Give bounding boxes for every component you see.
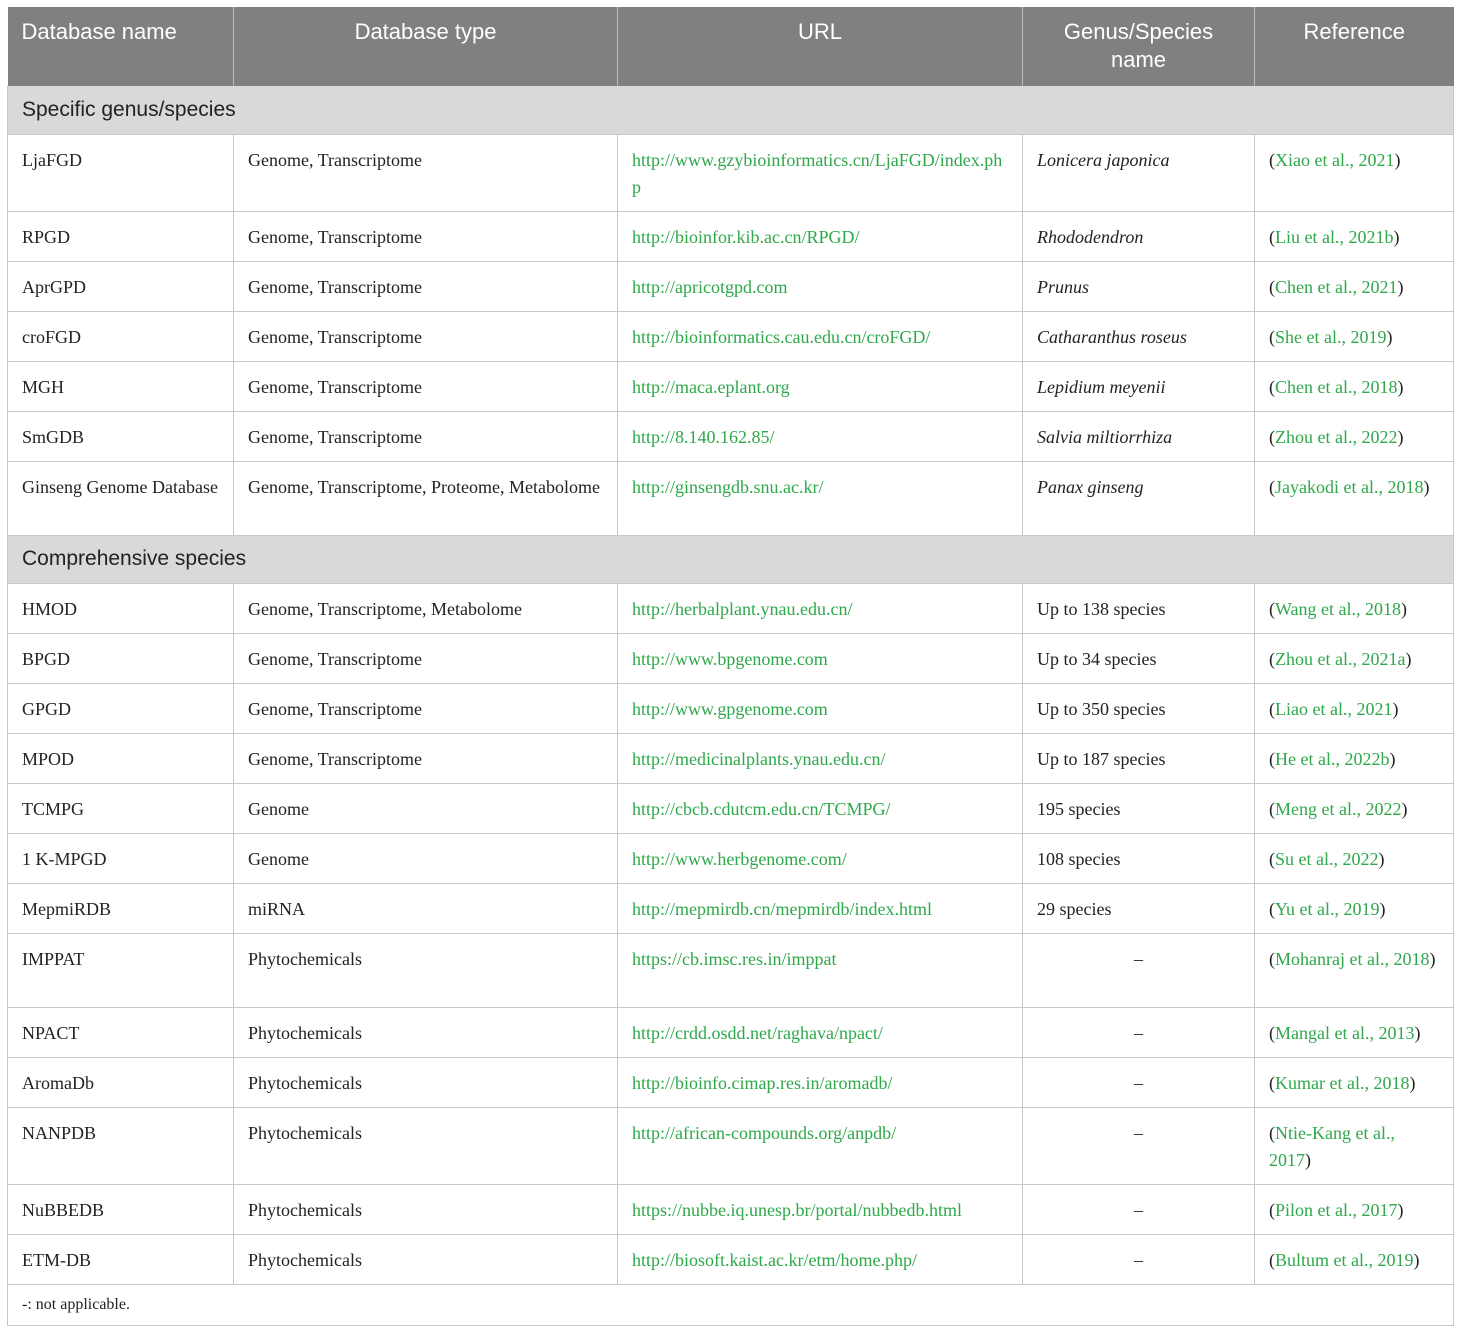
reference-link[interactable]: Su et al., 2022 [1275,848,1379,869]
url-link[interactable]: http://ginsengdb.snu.ac.kr/ [632,476,824,497]
cell-database-type: Phytochemicals [234,1184,618,1234]
cell-reference: (Su et al., 2022) [1255,833,1454,883]
table-row [8,1234,1454,1284]
cell-database-type: Genome, Transcriptome [234,683,618,733]
url-link[interactable]: https://nubbe.iq.unesp.br/portal/nubbedb.html [632,1199,962,1220]
cell-url [618,733,1023,783]
cell-database-name: BPGD [8,633,234,683]
cell-database-name: IMPPAT [8,933,234,1007]
table-row [8,1007,1454,1057]
cell-database-type: Genome, Transcriptome [234,211,618,261]
table-row [8,311,1454,361]
url-link[interactable]: http://herbalplant.ynau.edu.cn/ [632,598,853,619]
table-row [8,261,1454,311]
cell-reference: (Liao et al., 2021) [1255,683,1454,733]
reference-link[interactable]: Kumar et al., 2018 [1275,1072,1410,1093]
url-link[interactable]: http://www.bpgenome.com [632,648,828,669]
cell-database-type: Phytochemicals [234,1107,618,1184]
table-row [8,1107,1454,1184]
cell-species-name: Catharanthus roseus [1023,311,1255,361]
cell-database-name: SmGDB [8,411,234,461]
reference-link[interactable]: Jayakodi et al., 2018 [1275,476,1424,497]
table-row [8,1184,1454,1234]
cell-species-name: – [1023,1057,1255,1107]
table-row [8,583,1454,633]
reference-link[interactable]: Liu et al., 2021b [1275,226,1394,247]
url-link[interactable]: http://biosoft.kaist.ac.kr/etm/home.php/ [632,1249,917,1270]
table-row [8,683,1454,733]
cell-reference: (Chen et al., 2018) [1255,361,1454,411]
cell-species-name: 195 species [1023,783,1255,833]
table-row [8,733,1454,783]
table-row [8,361,1454,411]
cell-species-name: Up to 350 species [1023,683,1255,733]
reference-link[interactable]: Wang et al., 2018 [1275,598,1402,619]
url-link[interactable]: https://cb.imsc.res.in/imppat [632,948,837,969]
reference-link[interactable]: Bultum et al., 2019 [1275,1249,1414,1270]
cell-database-type: Genome [234,833,618,883]
cell-reference: (Xiao et al., 2021) [1255,134,1454,211]
cell-url [618,1234,1023,1284]
cell-database-type: Genome, Transcriptome [234,311,618,361]
table-row [8,783,1454,833]
cell-reference: (Ntie-Kang et al., 2017) [1255,1107,1454,1184]
cell-reference: (Wang et al., 2018) [1255,583,1454,633]
cell-url [618,361,1023,411]
cell-url [618,683,1023,733]
cell-species-name: Panax ginseng [1023,461,1255,535]
header-database-type: Database type [234,7,618,86]
cell-species-name: 29 species [1023,883,1255,933]
cell-database-name: AromaDb [8,1057,234,1107]
url-link[interactable]: http://african-compounds.org/anpdb/ [632,1122,897,1143]
reference-link[interactable]: Liao et al., 2021 [1275,698,1393,719]
cell-species-name: Up to 187 species [1023,733,1255,783]
cell-reference: (Bultum et al., 2019) [1255,1234,1454,1284]
table-row [8,883,1454,933]
cell-database-name: NuBBEDB [8,1184,234,1234]
cell-reference: (Pilon et al., 2017) [1255,1184,1454,1234]
cell-database-name: RPGD [8,211,234,261]
cell-database-type: Genome, Transcriptome [234,733,618,783]
reference-link[interactable]: Chen et al., 2018 [1275,376,1398,397]
header-species-name: Genus/Species name [1023,7,1255,86]
cell-database-name: croFGD [8,311,234,361]
reference-link[interactable]: She et al., 2019 [1275,326,1387,347]
cell-database-type: Phytochemicals [234,1007,618,1057]
cell-url [618,1107,1023,1184]
cell-reference: (Jayakodi et al., 2018) [1255,461,1454,535]
cell-species-name: Rhododendron [1023,211,1255,261]
cell-database-name: AprGPD [8,261,234,311]
table-row [8,933,1454,1007]
cell-database-type: Genome [234,783,618,833]
table-row [8,833,1454,883]
cell-species-name: – [1023,1184,1255,1234]
cell-database-name: MepmiRDB [8,883,234,933]
url-link[interactable]: http://www.gzybioinformatics.cn/LjaFGD/index.php [632,149,1003,197]
reference-link[interactable]: Mangal et al., 2013 [1275,1022,1415,1043]
url-link[interactable]: http://maca.eplant.org [632,376,790,397]
cell-reference: (Chen et al., 2021) [1255,261,1454,311]
cell-database-name: GPGD [8,683,234,733]
cell-species-name: – [1023,1007,1255,1057]
cell-reference: (Mangal et al., 2013) [1255,1007,1454,1057]
reference-link[interactable]: Yu et al., 2019 [1275,898,1380,919]
url-link[interactable]: http://cbcb.cdutcm.edu.cn/TCMPG/ [632,798,891,819]
cell-url [618,1007,1023,1057]
section-row [8,86,1454,134]
cell-database-type: Genome, Transcriptome [234,361,618,411]
url-link[interactable]: http://crdd.osdd.net/raghava/npact/ [632,1022,883,1043]
cell-database-name: NANPDB [8,1107,234,1184]
url-link[interactable]: http://bioinfo.cimap.res.in/aromadb/ [632,1072,893,1093]
cell-reference: (Zhou et al., 2022) [1255,411,1454,461]
cell-url [618,261,1023,311]
cell-database-type: miRNA [234,883,618,933]
cell-database-name: LjaFGD [8,134,234,211]
table-row [8,211,1454,261]
url-link[interactable]: http://apricotgpd.com [632,276,788,297]
footnote: -: not applicable. [8,1284,1454,1325]
cell-database-name: MGH [8,361,234,411]
cell-database-type: Genome, Transcriptome [234,134,618,211]
cell-reference: (Zhou et al., 2021a) [1255,633,1454,683]
cell-database-type: Genome, Transcriptome [234,633,618,683]
cell-species-name: – [1023,1234,1255,1284]
cell-species-name: Lepidium meyenii [1023,361,1255,411]
cell-url [618,1184,1023,1234]
header-row [8,7,1454,86]
section-row [8,535,1454,583]
table-row [8,1057,1454,1107]
cell-url [618,583,1023,633]
cell-reference: (Kumar et al., 2018) [1255,1057,1454,1107]
database-table [7,7,1454,1326]
cell-reference: (Meng et al., 2022) [1255,783,1454,833]
header-reference: Reference [1255,7,1454,86]
table-row [8,633,1454,683]
cell-url [618,461,1023,535]
header-database-name: Database name [8,7,234,86]
url-link[interactable]: http://bioinfor.kib.ac.cn/RPGD/ [632,226,860,247]
url-link[interactable]: http://8.140.162.85/ [632,426,775,447]
reference-link[interactable]: Zhou et al., 2021a [1275,648,1406,669]
cell-species-name: Lonicera japonica [1023,134,1255,211]
reference-link[interactable]: Meng et al., 2022 [1275,798,1402,819]
url-link[interactable]: http://www.herbgenome.com/ [632,848,847,869]
cell-database-name: ETM-DB [8,1234,234,1284]
database-table-container [7,7,1453,1326]
cell-url [618,883,1023,933]
footnote-row [8,1284,1454,1325]
url-link[interactable]: http://medicinalplants.ynau.edu.cn/ [632,748,886,769]
cell-species-name: Prunus [1023,261,1255,311]
cell-species-name: 108 species [1023,833,1255,883]
cell-url [618,411,1023,461]
cell-species-name: – [1023,933,1255,1007]
cell-species-name: Up to 34 species [1023,633,1255,683]
cell-database-type: Genome, Transcriptome [234,411,618,461]
cell-database-type: Phytochemicals [234,1057,618,1107]
cell-species-name: – [1023,1107,1255,1184]
cell-reference: (He et al., 2022b) [1255,733,1454,783]
reference-link[interactable]: He et al., 2022b [1275,748,1390,769]
cell-species-name: Up to 138 species [1023,583,1255,633]
table-row [8,134,1454,211]
cell-database-type: Genome, Transcriptome, Proteome, Metabolome [234,461,618,535]
section-title: Comprehensive species [8,535,1454,583]
cell-database-type: Phytochemicals [234,933,618,1007]
cell-url [618,1057,1023,1107]
table-body [8,86,1454,1325]
table-row [8,461,1454,535]
cell-reference: (Yu et al., 2019) [1255,883,1454,933]
cell-url [618,633,1023,683]
cell-url [618,833,1023,883]
cell-database-name: TCMPG [8,783,234,833]
reference-link[interactable]: Pilon et al., 2017 [1275,1199,1398,1220]
reference-link[interactable]: Zhou et al., 2022 [1275,426,1398,447]
cell-database-type: Genome, Transcriptome [234,261,618,311]
cell-database-name: MPOD [8,733,234,783]
cell-url [618,134,1023,211]
url-link[interactable]: http://mepmirdb.cn/mepmirdb/index.html [632,898,932,919]
cell-database-type: Genome, Transcriptome, Metabolome [234,583,618,633]
header-url: URL [618,7,1023,86]
cell-reference: (She et al., 2019) [1255,311,1454,361]
reference-link[interactable]: Chen et al., 2021 [1275,276,1398,297]
reference-link[interactable]: Xiao et al., 2021 [1275,149,1395,170]
url-link[interactable]: http://www.gpgenome.com [632,698,828,719]
cell-database-name: NPACT [8,1007,234,1057]
table-row [8,411,1454,461]
url-link[interactable]: http://bioinformatics.cau.edu.cn/croFGD/ [632,326,931,347]
reference-link[interactable]: Mohanraj et al., 2018 [1275,948,1430,969]
reference-link[interactable]: Ntie-Kang et al., 2017 [1269,1122,1395,1170]
cell-database-name: 1 K-MPGD [8,833,234,883]
cell-database-name: Ginseng Genome Database [8,461,234,535]
section-title: Specific genus/species [8,86,1454,134]
cell-species-name: Salvia miltiorrhiza [1023,411,1255,461]
cell-reference: (Liu et al., 2021b) [1255,211,1454,261]
cell-url [618,783,1023,833]
cell-url [618,211,1023,261]
cell-reference: (Mohanraj et al., 2018) [1255,933,1454,1007]
cell-url [618,933,1023,1007]
cell-database-type: Phytochemicals [234,1234,618,1284]
cell-url [618,311,1023,361]
cell-database-name: HMOD [8,583,234,633]
